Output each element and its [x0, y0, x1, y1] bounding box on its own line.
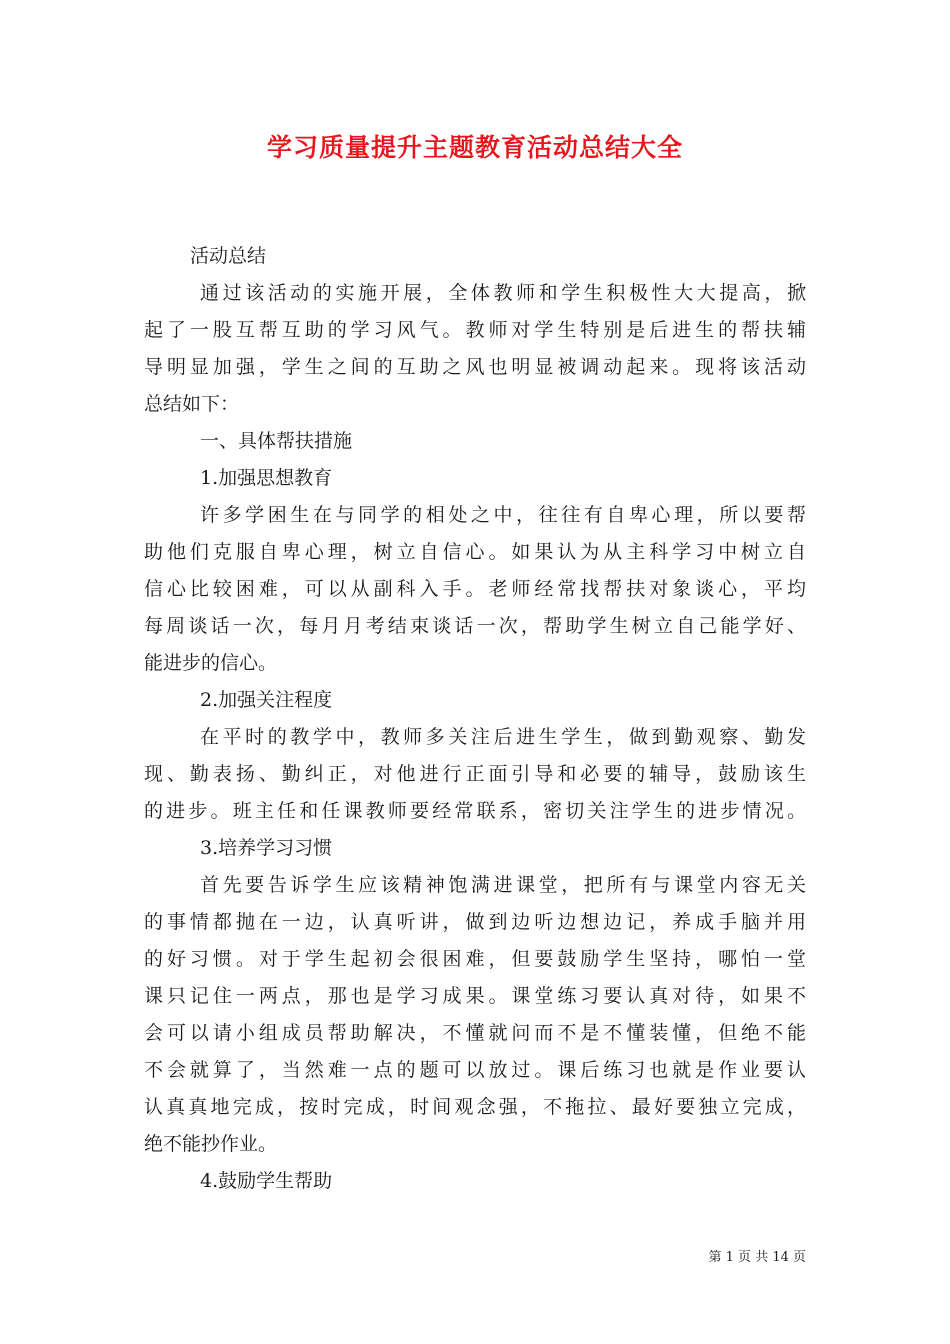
section-heading: 一、具体帮扶措施	[200, 430, 353, 452]
paragraph-line: 认真真地完成，按时完成，时间观念强，不拖拉、最好要独立完成，	[144, 1096, 806, 1118]
document-title: 学习质量提升主题教育活动总结大全	[266, 133, 683, 162]
paragraph-line: 会可以请小组成员帮助解决，不懂就问而不是不懂装懂，但绝不能	[144, 1022, 806, 1044]
paragraph-line: 能进步的信心。	[144, 652, 278, 674]
paragraph-line: 的好习惯。对于学生起初会很困难，但要鼓励学生坚持，哪怕一堂	[144, 948, 806, 970]
paragraph-line: 许多学困生在与同学的相处之中，往往有自卑心理，所以要帮	[200, 504, 806, 526]
subsection-heading: 4.鼓励学生帮助	[200, 1170, 333, 1192]
page-number-footer: 第 1 页 共 14 页	[708, 1250, 806, 1265]
document-body	[144, 238, 806, 1200]
paragraph-line: 导明显加强，学生之间的互助之风也明显被调动起来。现将该活动	[144, 356, 806, 378]
subsection-heading: 2.加强关注程度	[200, 689, 333, 711]
subsection-heading: 1.加强思想教育	[200, 467, 333, 489]
paragraph-line: 通过该活动的实施开展，全体教师和学生积极性大大提高，掀	[200, 282, 806, 304]
paragraph-line: 课只记住一两点，那也是学习成果。课堂练习要认真对待，如果不	[144, 985, 806, 1007]
paragraph-line: 的进步。班主任和任课教师要经常联系，密切关注学生的进步情况。	[144, 800, 806, 822]
paragraph-line: 信心比较困难，可以从副科入手。老师经常找帮扶对象谈心，平均	[144, 578, 806, 600]
paragraph-line: 每周谈话一次，每月月考结束谈话一次，帮助学生树立自己能学好、	[144, 615, 806, 637]
paragraph-line: 的事情都抛在一边，认真听讲，做到边听边想边记，养成手脑并用	[144, 911, 806, 933]
paragraph-line: 活动总结	[190, 245, 267, 267]
subsection-heading: 3.培养学习习惯	[200, 837, 333, 859]
paragraph-line: 现、勤表扬、勤纠正，对他进行正面引导和必要的辅导，鼓励该生	[144, 763, 806, 785]
paragraph-line: 首先要告诉学生应该精神饱满进课堂，把所有与课堂内容无关	[200, 874, 806, 896]
paragraph-line: 绝不能抄作业。	[144, 1133, 278, 1155]
paragraph-line: 起了一股互帮互助的学习风气。教师对学生特别是后进生的帮扶辅	[144, 319, 806, 341]
paragraph-line: 在平时的教学中，教师多关注后进生学生，做到勤观察、勤发	[200, 726, 806, 748]
paragraph-line: 助他们克服自卑心理，树立自信心。如果认为从主科学习中树立自	[144, 541, 806, 563]
paragraph-line: 不会就算了，当然难一点的题可以放过。课后练习也就是作业要认	[144, 1059, 806, 1081]
paragraph-line: 总结如下：	[144, 393, 240, 415]
